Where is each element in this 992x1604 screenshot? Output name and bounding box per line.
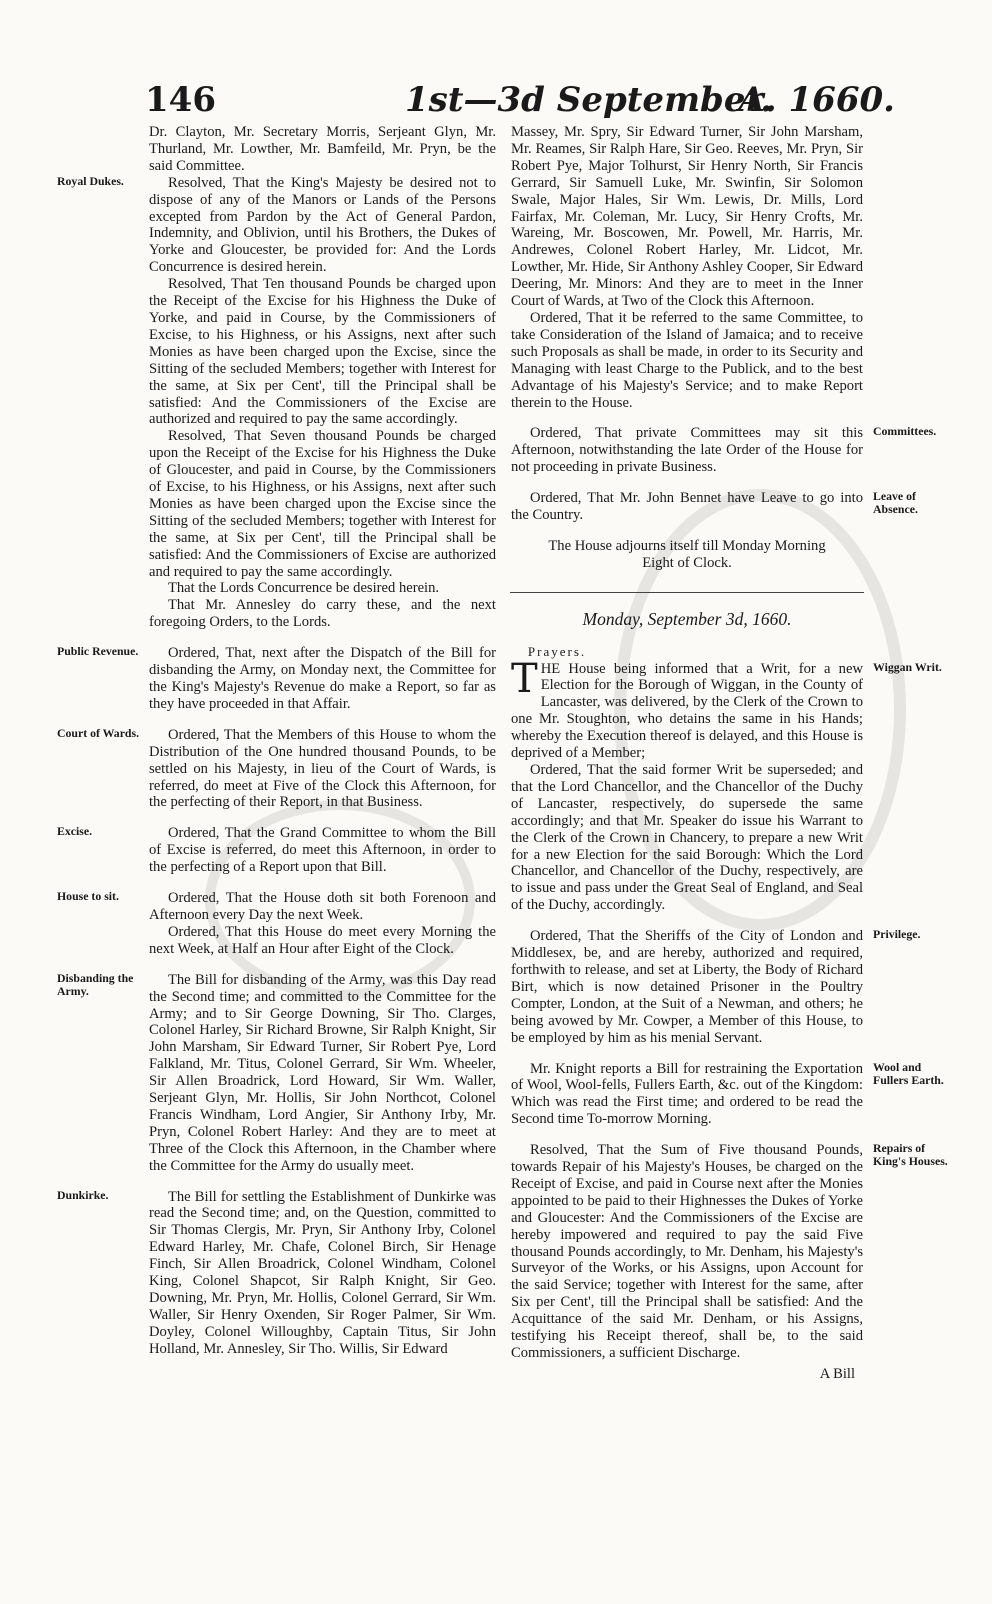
para-committee-continued: Massey, Mr. Spry, Sir Edward Turner, Sir John Marsham, Mr. Reames, Sir Ralph Hare, Sir Geo. Reeves, Mr. Pryn, Sir Robert Pye, Major Tolhurst, Sir Henry North, Sir Francis Gerrard, Sir Samuell Luke, Mr. Swinfin, Sir Solomon Swale, Major Hales, Sir Wm. Lewis, Dr. Mills, Lord Fairfax, Mr. Coleman, Mr. Lucy, Sir Henry Crofts, Mr. Wareing, Mr. Boscowen, Mr. Powell, Mr. Harris, Mr. Andrewes, Colonel Robert Harley, Mr. Lidcot, Mr. Lowther, Mr. Hide, Sir Anthony Ashley Cooper, Sir Edward Deering, Mr. Minors: And they are to meet in the Inner Court of Wards, at Two of the Clock this Afternoon. bbox=[511, 124, 863, 310]
para-private-committees: Committees. Ordered, That private Committees may sit this Afternoon, notwithstanding the late Order of the House for not proceeding in private Business. bbox=[511, 425, 863, 476]
para-jamaica: Ordered, That it be referred to the same Committee, to take Consideration of the Island of Jamaica; and to receive such Proposals as shall be made, in order to its Security and Managing with least Charge to the Publick, and to the best Advantage of his Majesty's Service; and to make Report therein to the House. bbox=[511, 309, 863, 411]
margin-note: Court of Wards. bbox=[57, 725, 140, 740]
para-writ-superseded: Ordered, That the said former Writ be superseded; and that the Lord Chancellor, and the Chancellor of the Duchy of Lancaster, respectively, do supersede the same accordingly; and that Mr. Speaker do issue his Warrant to the Clerk of the Crown in Chancery, to prepare a new Writ for a new Election for the said Borough: Which the Lord Chancellor, and Chancellor of the Duchy, respectively, are to issue and pass under the Great Seal of England, and Seal of the Duchy, accordingly. bbox=[511, 762, 863, 914]
margin-note: Privilege. bbox=[873, 927, 921, 942]
right-column bbox=[511, 124, 948, 1383]
para-court-of-wards: Court of Wards. Ordered, That the Members of this House to whom the Distribution of the One hundred thousand Pounds, to be settled on his Majesty, in lieu of the Court of Wards, is referred, do meet at Five of the Clock this Afternoon, for the perfecting of their Report, in that Business. bbox=[57, 725, 496, 811]
margin-note: Leave of Absence. bbox=[873, 489, 918, 517]
margin-note: Dunkirke. bbox=[57, 1187, 109, 1202]
para-duke-of-yorke: Resolved, That Ten thousand Pounds be charged upon the Receipt of the Excise for his Highness the Duke of Yorke, and paid in Course, by the Commissioners of Excise, to his Highness, or his Assigns, next after such Monies as have been charged upon the Excise, since the Sitting of the secluded Members; together with Interest for the same, at Six per Cent', till the Principal shall be satisfied: And the Commissioners of the Excise are authorized and required to pay the same accordingly. bbox=[149, 276, 496, 428]
left-column bbox=[57, 124, 496, 1358]
page-header bbox=[140, 80, 900, 124]
para-leave-of-absence: Leave of Absence. Ordered, That Mr. John Bennet have Leave to go into the Country. bbox=[511, 490, 863, 524]
margin-note: Disbanding the Army. bbox=[57, 970, 134, 998]
para-wiggan-writ: Wiggan Writ. T HE House being informed that a Writ, for a new Election for the Borough of Wiggan, in the County of Lancaster, was delivered, by the Clerk of the Crown to one Mr. Stoughton, who detains the same in his Hands; whereby the Execution thereof is delayed, and this House is deprived of a Member; bbox=[511, 661, 863, 762]
para-annesley-carry: That Mr. Annesley do carry these, and the next foregoing Orders, to the Lords. bbox=[149, 597, 496, 631]
para-kings-houses: Repairs of King's Houses. Resolved, That the Sum of Five thousand Pounds, towards Repair of his Majesty's Houses, be charged on the Receipt of Excise, and paid in Course next after the Monies appointed to be paid to their Highnesses the Dukes of Yorke and Gloucester: And the Commissioners of the Excise are hereby impowered and required to pay the said Five thousand Pounds accordingly, to Mr. Denham, his Majesty's Surveyor of the Works, or his Assigns, upon Account for the said Service; together with Interest for the same, after Six per Cent', till the Principal shall be satisfied: And the Acquittance of the said Mr. Denham, or his Assigns, testifying his Receipt thereof, shall be, to the said Commissioners, a sufficient Discharge. bbox=[511, 1142, 863, 1362]
margin-note: Wool and Fullers Earth. bbox=[873, 1059, 944, 1087]
para-wool-bill: Wool and Fullers Earth. Mr. Knight reports a Bill for restraining the Exportation of Wool, Wool-fells, Fullers Earth, &c. out of the Kingdom: Which was read the First time; and ordered to be read the Second time To-morrow Morning. bbox=[511, 1061, 863, 1129]
para-meet-every-morning: Ordered, That this House do meet every Morning the next Week, at Half an Hour after Eight of the Clock. bbox=[149, 923, 496, 957]
drop-cap: T bbox=[511, 655, 538, 702]
margin-note: Committees. bbox=[873, 424, 937, 439]
margin-note: Royal Dukes. bbox=[57, 173, 124, 188]
page-number: 146 bbox=[145, 80, 216, 120]
catchword: A Bill bbox=[819, 1365, 855, 1382]
margin-note: Excise. bbox=[57, 824, 93, 839]
prayers-label: Prayers. bbox=[527, 643, 587, 659]
para-house-to-sit: House to sit. Ordered, That the House doth sit both Forenoon and Afternoon every Day the next Week. bbox=[57, 889, 496, 923]
page-year: A. 1660. bbox=[738, 80, 895, 120]
margin-note: Repairs of King's Houses. bbox=[873, 1141, 948, 1169]
para-dunkirke: Dunkirke. The Bill for settling the Establishment of Dunkirke was read the Second time; and, on the Question, committed to Sir Thomas Clergis, Mr. Pryn, Sir Anthony Irby, Colonel Edward Harley, Mr. Chafe, Colonel Birch, Sir Henage Finch, Sir Allen Broadrick, Colonel Windham, Colonel King, Colonel Shapcot, Sir Ralph Knight, Sir Geo. Downing, Mr. Pryn, Mr. Hollis, Colonel Gerrard, Sir Wm. Waller, Sir Henry Oxenden, Sir Roger Palmer, Sir Wm. Doyley, Colonel Willoughby, Captain Titus, Sir John Holland, Mr. Annesley, Sir Tho. Willis, Sir Edward bbox=[57, 1187, 496, 1357]
para-excise: Excise. Ordered, That the Grand Committee to whom the Bill of Excise is referred, do meet this Afternoon, in order to the perfecting of a Report upon that Bill. bbox=[57, 824, 496, 876]
section-divider bbox=[510, 592, 864, 593]
para-duke-of-gloucester: Resolved, That Seven thousand Pounds be charged upon the Receipt of the Excise for his Highness the Duke of Gloucester, and paid in Course, by the Commissioners of Excise, to his Highness, or his Assigns, next after such Monies as have been charged upon the Excise since the Sitting of the secluded Members; together with Interest for the same, at Six per Cent', till the Principal shall be satisfied: And the Commissioners of Excise are authorized and required to pay the same accordingly. bbox=[149, 428, 496, 580]
margin-note: Wiggan Writ. bbox=[873, 659, 942, 674]
para-royal-dukes: Royal Dukes. Resolved, That the King's Majesty be desired not to dispose of any of the Manors or Lands of the Persons excepted from Pardon by the Act of General Pardon, Indemnity, and Oblivion, until his Brothers, the Dukes of Yorke and Gloucester, be provided for: And the Lords Concurrence is desired herein. bbox=[57, 173, 496, 276]
margin-note: House to sit. bbox=[57, 889, 119, 904]
para-disbanding-army: Disbanding the Army. The Bill for disbanding of the Army, was this Day read the Second time; and committed to the Committee for the Army; and to Sir George Downing, Sir Tho. Clarges, Colonel Harley, Sir Richard Browne, Sir Ralph Knight, Sir John Marsham, Sir Edward Turner, Sir Robert Pye, Lord Falkland, Mr. Titus, Colonel Gerrard, Sir Wm. Wheeler, Sir Allen Broadrick, Lord Howard, Sir Wm. Waller, Serjeant Glyn, Mr. Hollis, Sir John Northcot, Colonel Francis Windham, Lord Angier, Sir Anthony Irby, Mr. Pryn, Colonel Robert Harley: And they are to meet at Three of the Clock this Afternoon, in the Chamber where the Committee for the Army do usually meet. bbox=[57, 970, 496, 1174]
para-privilege: Privilege. Ordered, That the Sheriffs of the City of London and Middlesex, be, and are hereby, authorized and required, forthwith to release, and set at Liberty, the Body of Richard Birt, which is now detained Prisoner in the Poultry Compter, London, at the Suit of a Newman, and others; he being avowed by Mr. Cowper, a Member of this House, to be employed by him as his menial Servant. bbox=[511, 928, 863, 1046]
para-committee-names: Dr. Clayton, Mr. Secretary Morris, Serjeant Glyn, Mr. Thurland, Mr. Lowther, Mr. Bamfeild, Mr. Pryn, be the said Committee. bbox=[149, 124, 496, 174]
para-lords-concurrence: That the Lords Concurrence be desired herein. bbox=[167, 580, 440, 597]
page-date: 1st—3d September. bbox=[405, 80, 773, 120]
day-heading: Monday, September 3d, 1660. bbox=[582, 608, 792, 629]
para-public-revenue: Public Revenue. Ordered, That, next after the Dispatch of the Bill for disbanding the Army, on Monday next, the Committee for the King's Majesty's Revenue do make a Report, so far as they have proceeded in that Affair. bbox=[57, 644, 496, 712]
adjournment-notice: The House adjourns itself till Monday Morning Eight of Clock. bbox=[548, 537, 826, 571]
margin-note: Public Revenue. bbox=[57, 644, 139, 659]
